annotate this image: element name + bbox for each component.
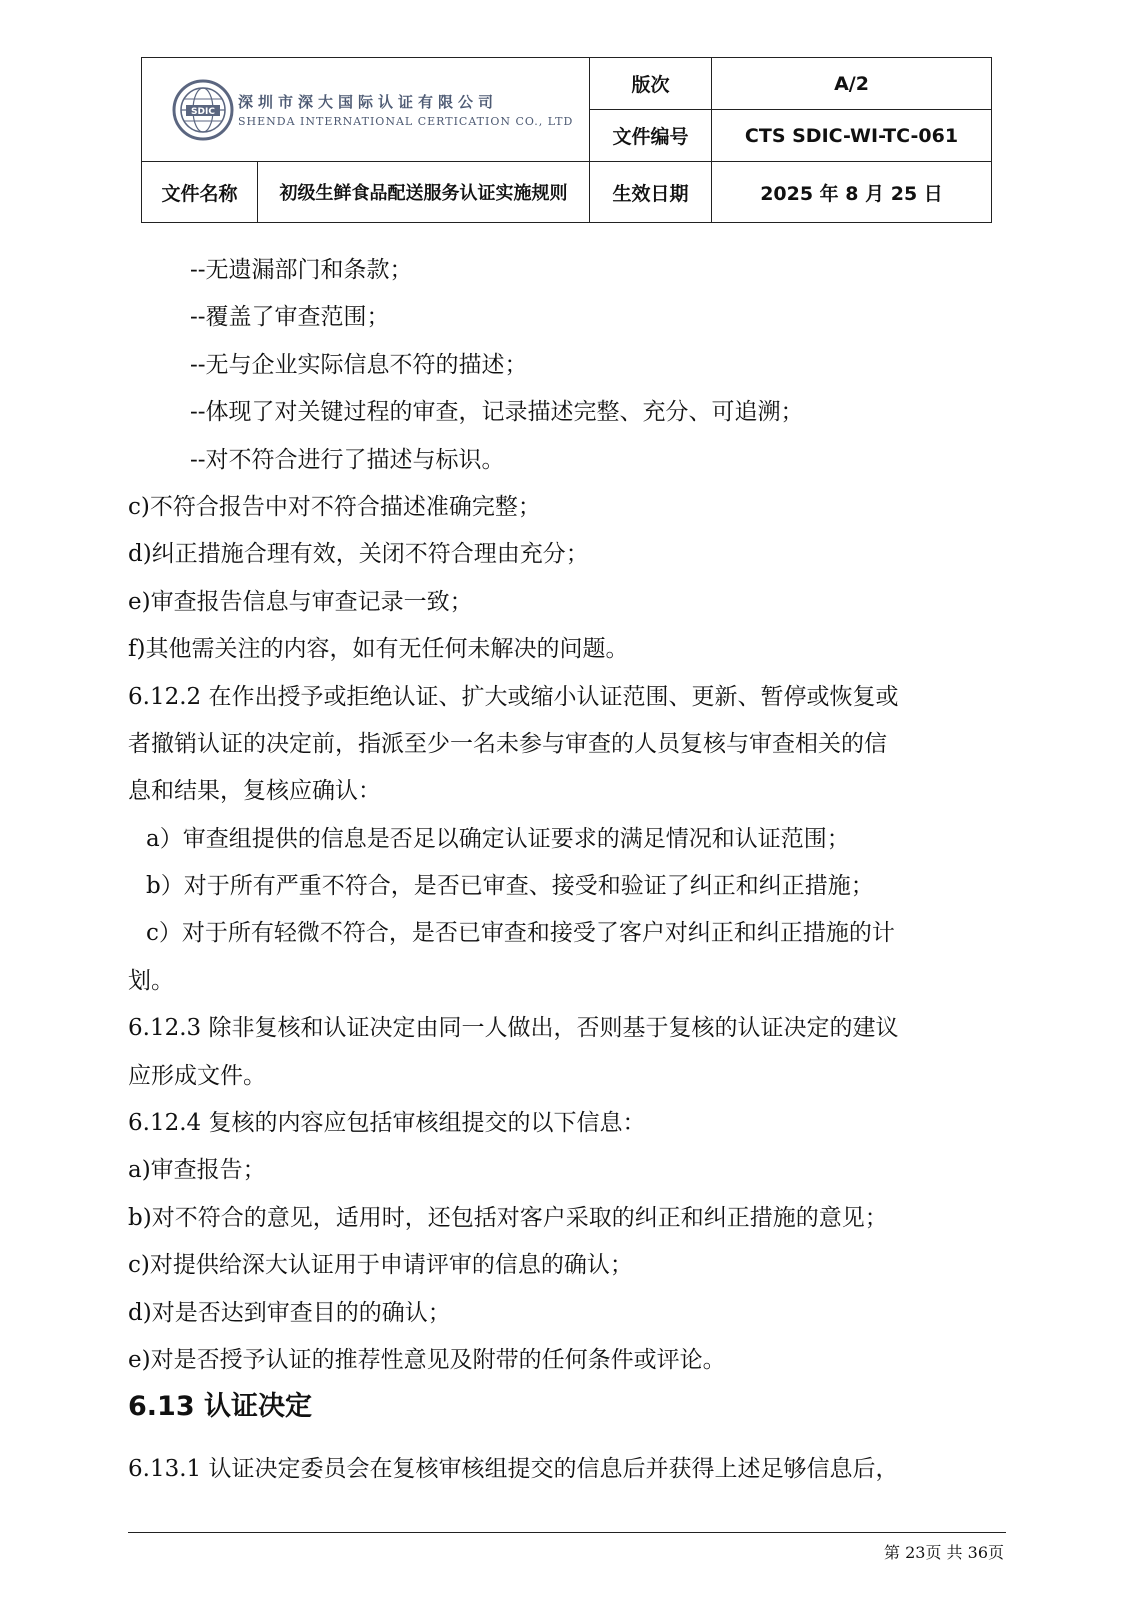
paragraph-line: c)对提供给深大认证用于申请评审的信息的确认； (128, 1252, 633, 1279)
version-value: A/2 (712, 58, 992, 110)
version-label: 版次 (590, 58, 712, 110)
paragraph-line: --无与企业实际信息不符的描述； (190, 351, 528, 378)
page-number: 第 23页 共 36页 (884, 1543, 1004, 1562)
paragraph-line: 6.12.4 复核的内容应包括审核组提交的以下信息： (128, 1110, 646, 1137)
paragraph-line: --无遗漏部门和条款； (190, 257, 413, 283)
paragraph-line: c)不符合报告中对不符合描述准确完整； (128, 493, 541, 520)
doc-name-value: 初级生鲜食品配送服务认证实施规则 (258, 162, 590, 223)
document-body (128, 247, 1008, 1494)
doc-number-value: CTS SDIC-WI-TC-061 (712, 110, 992, 162)
paragraph-line: e)审查报告信息与审查记录一致； (128, 588, 473, 615)
section-heading: 6.13 认证决定 (128, 1391, 313, 1423)
paragraph-line: 者撤销认证的决定前，指派至少一名未参与审查的人员复核与审查相关的信 (128, 730, 887, 757)
company-name-en: SHENDA INTERNATIONAL CERTICATION CO., LTD (238, 115, 574, 128)
paragraph-line: 6.12.2 在作出授予或拒绝认证、扩大或缩小认证范围、更新、暂停或恢复或 (128, 683, 899, 710)
doc-name-label: 文件名称 (142, 162, 258, 223)
company-name-cn: 深圳市深大国际认证有限公司 (238, 93, 499, 111)
paragraph-line: 息和结果，复核应确认： (128, 778, 381, 805)
paragraph-line: e)对是否授予认证的推荐性意见及附带的任何条件或评论。 (128, 1346, 726, 1373)
paragraph-line: 6.13.1 认证决定委员会在复核审核组提交的信息后并获得上述足够信息后， (128, 1456, 899, 1483)
paragraph-line: --对不符合进行了描述与标识。 (190, 446, 505, 473)
paragraph-line: --覆盖了审查范围； (190, 304, 390, 331)
footer-divider (128, 1532, 1006, 1533)
paragraph-line: 划。 (128, 967, 174, 994)
svg-text:SDIC: SDIC (191, 106, 215, 117)
paragraph-line: d)纠正措施合理有效，关闭不符合理由充分； (128, 541, 589, 568)
paragraph-line: 6.12.3 除非复核和认证决定由同一人做出，否则基于复核的认证决定的建议 (128, 1015, 899, 1042)
paragraph-line: 应形成文件。 (128, 1062, 266, 1089)
paragraph-line: d)对是否达到审查目的的确认； (128, 1299, 451, 1326)
paragraph-line: a）审查组提供的信息是否足以确定认证要求的满足情况和认证范围； (146, 825, 850, 852)
paragraph-line: a)审查报告； (128, 1157, 266, 1184)
paragraph-line: c）对于所有轻微不符合，是否已审查和接受了客户对纠正和纠正措施的计 (146, 920, 895, 947)
paragraph-line: f)其他需关注的内容，如有无任何未解决的问题。 (128, 636, 629, 663)
paragraph-line: --体现了对关键过程的审查，记录描述完整、充分、可追溯； (190, 399, 804, 426)
company-logo-cell (142, 58, 590, 162)
paragraph-line: b）对于所有严重不符合，是否已审查、接受和验证了纠正和纠正措施； (146, 873, 874, 900)
paragraph-line: b)对不符合的意见，适用时，还包括对客户采取的纠正和纠正措施的意见； (128, 1204, 888, 1231)
doc-number-label: 文件编号 (590, 110, 712, 162)
effective-date-label: 生效日期 (590, 162, 712, 223)
company-logo-icon (172, 79, 234, 141)
effective-date-value: 2025 年 8 月 25 日 (712, 162, 992, 223)
document-header-table (141, 57, 992, 223)
